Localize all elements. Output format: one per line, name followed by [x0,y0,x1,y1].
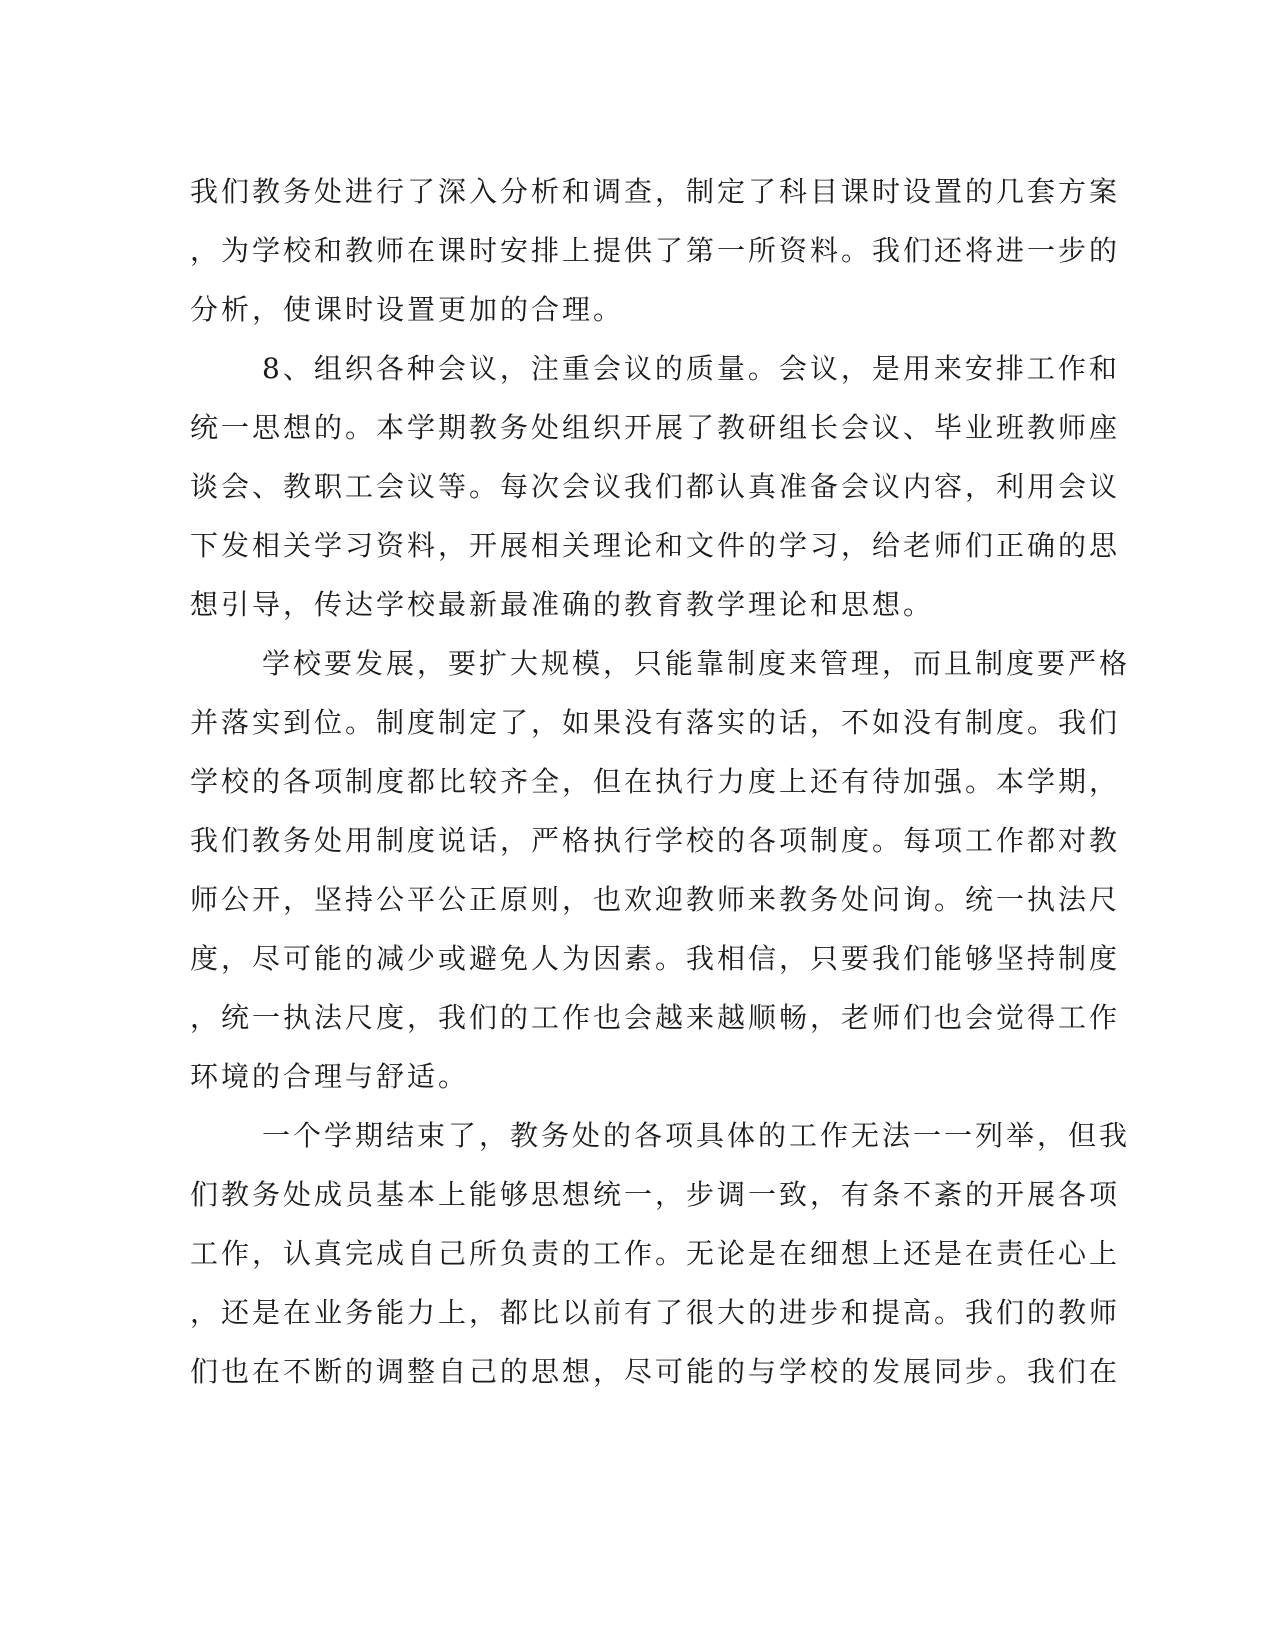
text-line: 统一思想的。本学期教务处组织开展了教研组长会议、毕业班教师座 [190,411,1121,444]
text-line: ，为学校和教师在课时安排上提供了第一所资料。我们还将进一步的 [190,234,1121,267]
body-text [190,162,1131,1401]
text-line: 学校的各项制度都比较齐全，但在执行力度上还有待加强。本学期， [190,765,1121,798]
text-line: 想引导，传达学校最新最准确的教育教学理论和思想。 [190,588,935,621]
text-line: 分析，使课时设置更加的合理。 [190,293,625,326]
text-line: 谈会、教职工会议等。每次会议我们都认真准备会议内容，利用会议 [190,470,1121,503]
text-line: 环境的合理与舒适。 [190,1060,470,1093]
text-line: 我们教务处进行了深入分析和调查，制定了科目课时设置的几套方案 [190,175,1121,208]
paragraph-start-line: 学校要发展，要扩大规模，只能靠制度来管理，而且制度要严格 [262,647,1131,680]
text-line: 工作，认真完成自己所负责的工作。无论是在细想上还是在责任心上 [190,1237,1121,1270]
text-line: 下发相关学习资料，开展相关理论和文件的学习，给老师们正确的思 [190,529,1121,562]
text-line: 我们教务处用制度说话，严格执行学校的各项制度。每项工作都对教 [190,824,1121,857]
text-line: 师公开，坚持公平公正原则，也欢迎教师来教务处问询。统一执法尺 [190,883,1121,916]
text-line: ，还是在业务能力上，都比以前有了很大的进步和提高。我们的教师 [190,1296,1121,1329]
paragraph-start-line: 一个学期结束了，教务处的各项具体的工作无法一一列举，但我 [262,1119,1131,1152]
text-line: 们也在不断的调整自己的思想，尽可能的与学校的发展同步。我们在 [190,1355,1121,1388]
text-line: 并落实到位。制度制定了，如果没有落实的话，不如没有制度。我们 [190,706,1121,739]
paragraph-start-line: 8、组织各种会议，注重会议的质量。会议，是用来安排工作和 [262,352,1120,385]
text-line: ，统一执法尺度，我们的工作也会越来越顺畅，老师们也会觉得工作 [190,1001,1121,1034]
text-line: 度，尽可能的减少或避免人为因素。我相信，只要我们能够坚持制度 [190,942,1121,975]
text-line: 们教务处成员基本上能够思想统一，步调一致，有条不紊的开展各项 [190,1178,1121,1211]
